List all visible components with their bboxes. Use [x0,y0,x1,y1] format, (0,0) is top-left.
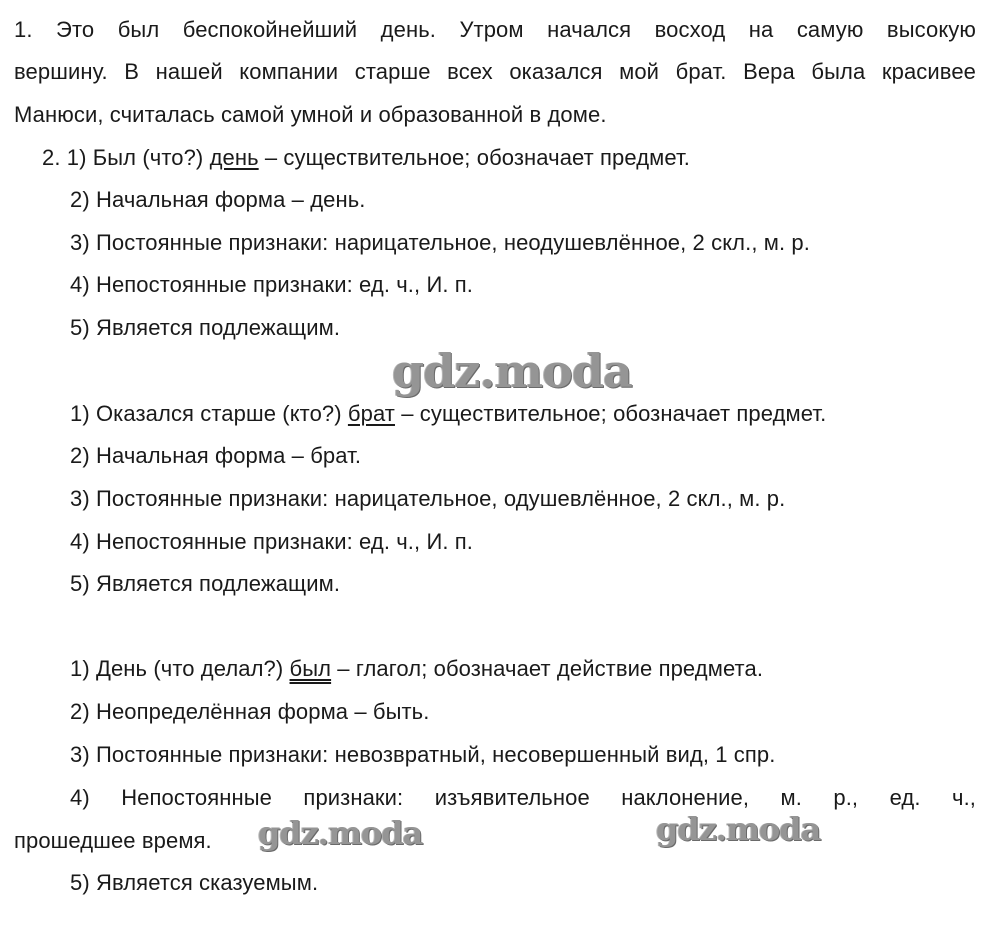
watermark-logo-bottom-right: gdz.moda [656,810,821,848]
analysis-2-item-1-pre: 1) Оказался старше (кто?) [70,401,348,426]
analysis-3-item-5: 5) Является сказуемым. [70,870,319,895]
analysis-1-item-3: 3) Постоянные признаки: нарицательное, неодушевлённое, 2 скл., м. р. [70,230,810,255]
analysis-1-item-5: 5) Является подлежащим. [70,315,341,340]
analysis-3-item-1-post: – глагол; обозначает действие предмета. [331,656,764,681]
analysis-2-item-4: 4) Непостоянные признаки: ед. ч., И. п. [70,529,474,554]
analysis-2-item-1-post: – существительное; обозначает предмет. [394,401,827,426]
paragraph-1-line-3: Манюси, считалась самой умной и образованной в доме. [14,102,607,127]
analysis-2-item-2: 2) Начальная форма – брат. [70,443,362,468]
analysis-3-item-1 [70,656,763,682]
analysis-1-item-1-post: – существительное; обозначает предмет. [258,145,690,170]
analysis-3-item-2: 2) Неопределённая форма – быть. [70,699,430,724]
subject-word-brat: брат [347,401,395,426]
analysis-1-item-2: 2) Начальная форма – день. [70,187,366,212]
analysis-2-item-1 [70,401,826,427]
paragraph-1-line-1: 1. Это был беспокойнейший день. Утром начался восход на самую высокую [14,17,976,42]
predicate-word-byl: был [289,656,332,681]
analysis-3-item-3: 3) Постоянные признаки: невозвратный, несовершенный вид, 1 спр. [70,742,776,767]
watermark-logo-bottom-left: gdz.moda [258,814,423,852]
analysis-2-item-5: 5) Является подлежащим. [70,571,341,596]
analysis-2-item-3: 3) Постоянные признаки: нарицательное, одушевлённое, 2 скл., м. р. [70,486,786,511]
watermark-logo-center: gdz.moda [392,344,632,398]
analysis-1-item-1 [42,145,690,171]
analysis-1-item-1-pre: 2. 1) Был (что?) [42,145,210,170]
paragraph-1-line-2: вершину. В нашей компании старше всех оказался мой брат. Вера была красивее [14,59,976,84]
analysis-1-item-4: 4) Непостоянные признаки: ед. ч., И. п. [70,272,474,297]
subject-word-den: день [209,145,259,170]
analysis-3-item-4: 4) Непостоянные признаки: изъявительное наклонение, м. р., ед. ч., [70,785,976,810]
analysis-3-item-1-pre: 1) День (что делал?) [70,656,290,681]
analysis-3-item-4-continued: прошедшее время. [14,828,212,853]
